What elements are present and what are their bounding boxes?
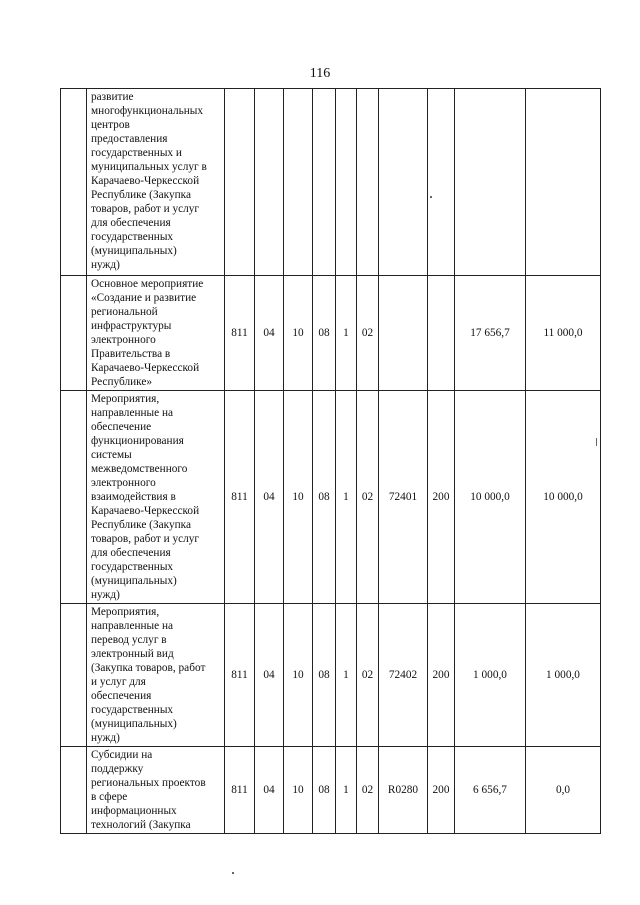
- amount-2-cell: [526, 89, 601, 276]
- direction-cell: [379, 89, 428, 276]
- expense-type-cell: [428, 89, 455, 276]
- table-row: [61, 276, 601, 391]
- amount-1-cell: 1 000,0: [455, 604, 526, 747]
- direction-cell: 72401: [379, 391, 428, 604]
- table-row: [61, 391, 601, 604]
- table-row: [61, 747, 601, 834]
- scan-speck: [596, 438, 597, 446]
- expense-type-cell: 200: [428, 391, 455, 604]
- subsection-cell: 10: [284, 747, 313, 834]
- main-activity-cell: 02: [357, 747, 379, 834]
- amount-1-cell: [455, 89, 526, 276]
- main-activity-cell: 02: [357, 391, 379, 604]
- direction-cell: [379, 276, 428, 391]
- subsection-cell: 10: [284, 276, 313, 391]
- main-activity-cell: [357, 89, 379, 276]
- table-row: [61, 89, 601, 276]
- page-number: 116: [309, 66, 331, 81]
- number-cell: [61, 747, 87, 834]
- main-activity-cell: 02: [357, 604, 379, 747]
- program-cell: 08: [313, 276, 336, 391]
- section-cell: 04: [255, 747, 284, 834]
- description-cell: Мероприятия, направленные на обеспечение функционирования системы межведомственного электронного взаимодействия в Карачаево-Черкесской Республике (Закупка товаров, работ и услуг для обеспечения государственных (муниципальных) нужд): [87, 391, 225, 604]
- section-cell: 04: [255, 604, 284, 747]
- subprogram-cell: 1: [336, 391, 357, 604]
- description-cell: Мероприятия, направленные на перевод услуг в электронный вид (Закупка товаров, работ и услуг для обеспечения государственных (муниципальных) нужд): [87, 604, 225, 747]
- ministry-cell: [225, 89, 255, 276]
- scan-speck: [232, 872, 234, 874]
- subsection-cell: [284, 89, 313, 276]
- program-cell: 08: [313, 747, 336, 834]
- amount-2-cell: 11 000,0: [526, 276, 601, 391]
- main-activity-cell: 02: [357, 276, 379, 391]
- subsection-cell: 10: [284, 604, 313, 747]
- ministry-cell: 811: [225, 747, 255, 834]
- amount-1-cell: 6 656,7: [455, 747, 526, 834]
- program-cell: [313, 89, 336, 276]
- ministry-cell: 811: [225, 276, 255, 391]
- number-cell: [61, 391, 87, 604]
- description-cell: Субсидии на поддержку региональных проектов в сфере информационных технологий (Закупка: [87, 747, 225, 834]
- number-cell: [61, 276, 87, 391]
- subprogram-cell: [336, 89, 357, 276]
- subprogram-cell: 1: [336, 604, 357, 747]
- subsection-cell: 10: [284, 391, 313, 604]
- number-cell: [61, 89, 87, 276]
- amount-1-cell: 17 656,7: [455, 276, 526, 391]
- subprogram-cell: 1: [336, 747, 357, 834]
- expense-type-cell: [428, 276, 455, 391]
- section-cell: 04: [255, 391, 284, 604]
- amount-2-cell: 10 000,0: [526, 391, 601, 604]
- table-row: [61, 604, 601, 747]
- amount-1-cell: 10 000,0: [455, 391, 526, 604]
- ministry-cell: 811: [225, 391, 255, 604]
- program-cell: 08: [313, 604, 336, 747]
- direction-cell: 72402: [379, 604, 428, 747]
- expense-type-cell: 200: [428, 604, 455, 747]
- number-cell: [61, 604, 87, 747]
- expense-type-cell: 200: [428, 747, 455, 834]
- program-cell: 08: [313, 391, 336, 604]
- amount-2-cell: 0,0: [526, 747, 601, 834]
- ministry-cell: 811: [225, 604, 255, 747]
- scan-speck: [430, 196, 432, 198]
- description-cell: Основное мероприятие «Создание и развитие региональной инфраструктуры электронного Правительства в Карачаево-Черкесской Республике»: [87, 276, 225, 391]
- direction-cell: R0280: [379, 747, 428, 834]
- description-cell: развитие многофункциональных центров предоставления государственных и муниципальных услуг в Карачаево-Черкесской Республике (Закупка товаров, работ и услуг для обеспечения государственных (муниципальных) нужд): [87, 89, 225, 276]
- amount-2-cell: 1 000,0: [526, 604, 601, 747]
- section-cell: [255, 89, 284, 276]
- subprogram-cell: 1: [336, 276, 357, 391]
- budget-table: [60, 88, 601, 834]
- section-cell: 04: [255, 276, 284, 391]
